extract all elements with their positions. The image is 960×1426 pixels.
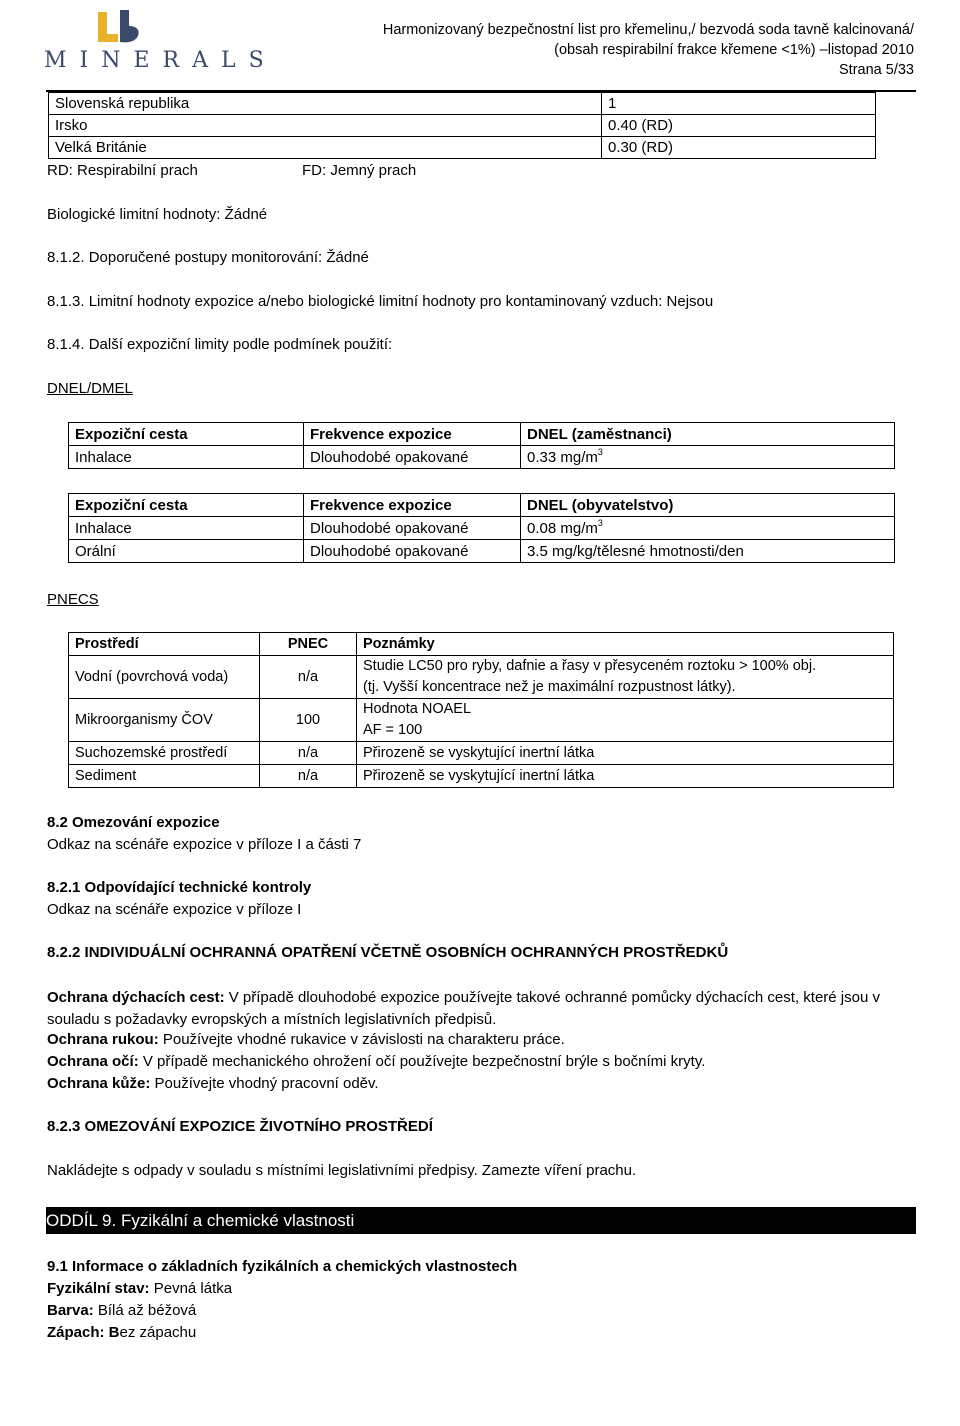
color-property [47,1302,196,1319]
eye-protection [47,1053,705,1070]
hand-protection [47,1031,565,1048]
s813-value: Nejsou [666,293,714,310]
pnec-table [68,632,894,788]
col-header: DNEL (obyvatelstvo) [521,494,895,517]
odor-property [47,1324,196,1341]
freq-cell: Dlouhodobé opakované [304,540,521,563]
value-cell: 0.40 (RD) [602,115,876,137]
logo-text: MINERALS [44,48,277,73]
dnel-workers-table [68,422,895,469]
dnel-population-table [68,493,895,563]
bio-limits-label: Biologické limitní hodnoty: [47,206,221,223]
table-row [49,137,876,159]
note-line: Hodnota NOAEL [363,701,472,717]
skin-protection [47,1075,379,1092]
physical-state [47,1280,232,1297]
col-header: Poznámky [357,633,894,656]
note-cell: Přirozeně se vyskytující inertní látka [357,765,894,788]
s812-label: 8.1.2. Doporučené postupy monitorování: [47,249,323,266]
note-line: AF = 100 [363,722,423,738]
s822-title: 8.2.2 INDIVIDUÁLNÍ OCHRANNÁ OPATŘENÍ VČETNĚ OSOBNÍCH OCHRANNÝCH PROSTŘEDKŮ [47,944,729,961]
note-line: Studie LC50 pro ryby, dafnie a řasy v přesyceném roztoku > 100% obj. [363,658,817,674]
dnel-value: 0.08 mg/m [527,519,598,537]
dnel-title: DNEL/DMEL [47,380,133,397]
env-cell: Sediment [69,765,260,788]
legend-fd: FD: Jemný prach [302,162,417,179]
s823-title: 8.2.3 OMEZOVÁNÍ EXPOZICE ŽIVOTNÍHO PROSTŘEDÍ [47,1118,433,1135]
value-cell: 1 [602,93,876,115]
col-header: Expoziční cesta [69,423,304,446]
bio-limits [47,206,267,223]
table-row [49,115,876,137]
note-cell: Přirozeně se vyskytující inertní látka [357,742,894,765]
header-title-line2: (obsah respirabilní frakce křemene <1%) –listopad 2010 [554,42,914,58]
hands-text: Používejte vhodné rukavice v závislosti na charakteru práce. [162,1031,565,1048]
route-cell: Inhalace [69,517,304,540]
col-header: Prostředí [69,633,260,656]
s821-title: 8.2.1 Odpovídající technické kontroly [47,879,312,896]
table-row [49,93,876,115]
section-9-banner [46,1207,916,1234]
dnel-value-cell: 3.5 mg/kg/tělesné hmotnosti/den [521,540,895,563]
state-value: Pevná látka [153,1280,233,1297]
s823-text: Nakládejte s odpady v souladu s místními legislativními předpisy. Zamezte víření prachu. [47,1162,637,1179]
route-cell: Orální [69,540,304,563]
header-title-line1: Harmonizovaný bezpečnostní list pro křemelinu,/ bezvodá soda tavně kalcinovaná/ [382,22,914,38]
pnec-cell: n/a [260,656,357,699]
resp-text: V případě dlouhodobé expozice používejte takové ochranné pomůcky dýchacích cest, které jsou v souladu s požadavky evropských a místních legislativních předpisů. [47,989,880,1028]
table-header-row [69,494,895,517]
page-number: Strana 5/33 [839,62,914,78]
logo-mark-icon [90,8,150,48]
color-value: Bílá až béžová [97,1302,197,1319]
resp-protection [47,987,915,1031]
eyes-label: Ochrana očí: [47,1053,139,1070]
s813-label: 8.1.3. Limitní hodnoty expozice a/nebo biologické limitní hodnoty pro kontaminovaný vzduch: [47,293,663,310]
table-row [69,742,894,765]
value-cell: 0.30 (RD) [602,137,876,159]
col-header: Expoziční cesta [69,494,304,517]
table-row [69,517,895,540]
state-label: Fyzikální stav: [47,1280,150,1297]
s812-value: Žádné [326,249,369,266]
section-8-1-2 [47,249,369,266]
dnel-value-cell [521,517,895,540]
s82-title: 8.2 Omezování expozice [47,814,220,831]
oel-table [48,92,876,159]
s82-text: Odkaz na scénáře expozice v příloze I a části 7 [47,836,362,853]
skin-text: Používejte vhodný pracovní oděv. [154,1075,379,1092]
pnec-cell: n/a [260,742,357,765]
table-row [69,765,894,788]
table-row [69,540,895,563]
route-cell: Inhalace [69,446,304,469]
hands-label: Ochrana rukou: [47,1031,159,1048]
note-cell [357,656,894,699]
col-header: Frekvence expozice [304,494,521,517]
table-row [69,446,895,469]
country-cell: Irsko [49,115,602,137]
freq-cell: Dlouhodobé opakované [304,446,521,469]
col-header: Frekvence expozice [304,423,521,446]
eyes-text: V případě mechanického ohrožení očí používejte bezpečnostní brýle s bočními kryty. [142,1053,706,1070]
color-label: Barva: [47,1302,94,1319]
table-row [69,656,894,699]
country-cell: Slovenská republika [49,93,602,115]
pnec-cell: n/a [260,765,357,788]
pnec-cell: 100 [260,699,357,742]
bio-limits-value: Žádné [224,206,268,223]
unit-exponent: 3 [597,446,603,457]
note-line: (tj. Vyšší koncentrace než je maximální rozpustnost látky). [363,679,736,695]
country-cell: Velká Británie [49,137,602,159]
unit-exponent: 3 [597,517,603,528]
section-8-1-3 [47,293,713,310]
s91-title: 9.1 Informace o základních fyzikálních a chemických vlastnostech [47,1258,518,1275]
skin-label: Ochrana kůže: [47,1075,151,1092]
resp-label: Ochrana dýchacích cest: [47,989,225,1006]
table-row [69,699,894,742]
section-9-title: ODDÍL 9. Fyzikální a chemické vlastnosti [46,1211,355,1230]
company-logo [18,8,277,74]
env-cell: Suchozemské prostředí [69,742,260,765]
table-header-row [69,423,895,446]
col-header: DNEL (zaměstnanci) [521,423,895,446]
pnecs-title: PNECS [47,591,99,608]
section-8-1-4: 8.1.4. Další expoziční limity podle podmínek použití: [47,336,393,353]
dnel-value-cell [521,446,895,469]
odor-value: ez zápachu [119,1324,197,1341]
env-cell: Mikroorganismy ČOV [69,699,260,742]
table-header-row [69,633,894,656]
env-cell: Vodní (povrchová voda) [69,656,260,699]
note-cell [357,699,894,742]
odor-label: Zápach: B [47,1324,120,1341]
s821-text: Odkaz na scénáře expozice v příloze I [47,901,302,918]
col-header: PNEC [260,633,357,656]
freq-cell: Dlouhodobé opakované [304,517,521,540]
legend-rd: RD: Respirabilní prach [47,162,198,179]
dnel-value: 0.33 mg/m [527,448,598,466]
